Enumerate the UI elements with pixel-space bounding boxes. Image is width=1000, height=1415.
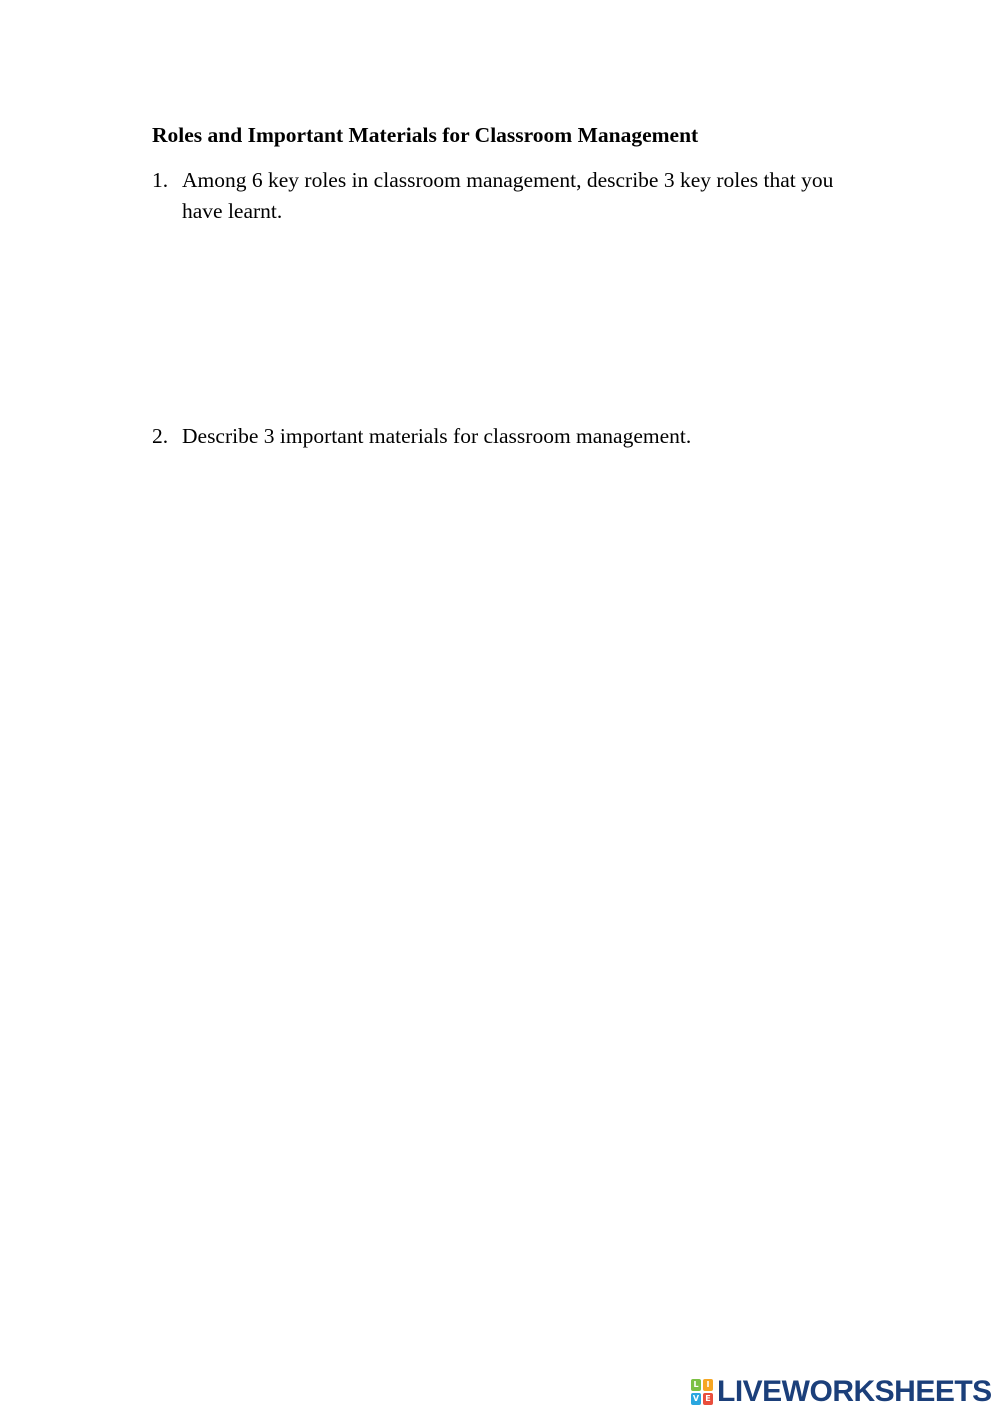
question-2-number: 2. (152, 424, 169, 448)
logo-mark-e: E (703, 1393, 713, 1405)
worksheet-title: Roles and Important Materials for Classroom Management (152, 123, 699, 147)
logo-mark-v: V (692, 1394, 700, 1403)
liveworksheets-logo-mark-icon (691, 1379, 713, 1405)
question-1-text: Among 6 key roles in classroom management, describe 3 key roles that you have learnt. (182, 168, 834, 223)
liveworksheets-logo-text: LIVEWORKSHEETS (717, 1375, 992, 1408)
liveworksheets-logo (691, 1375, 992, 1409)
question-1 (152, 165, 872, 227)
logo-mark-l: L (691, 1379, 701, 1391)
question-2 (152, 421, 872, 452)
question-1-number: 1. (152, 168, 169, 192)
question-2-text: Describe 3 important materials for classroom management. (182, 424, 692, 448)
logo-mark-i: I (703, 1379, 713, 1391)
